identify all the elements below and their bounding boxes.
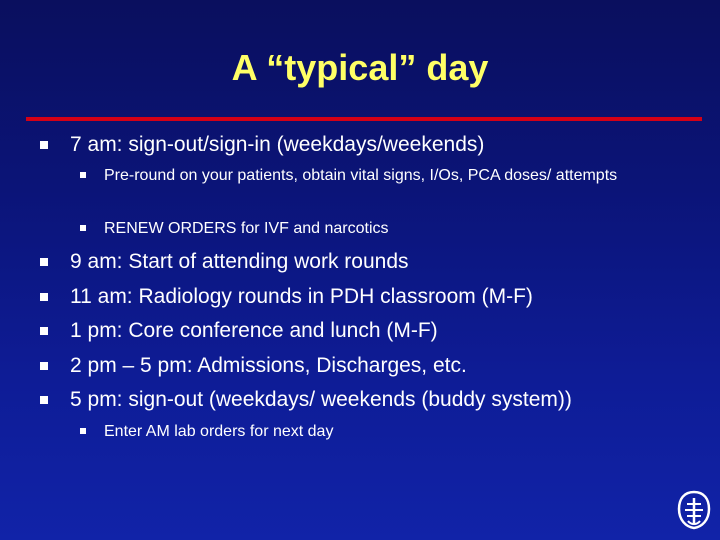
list-item: 7 am: sign-out/sign-in (weekdays/weekends)	[70, 133, 485, 156]
list-item: 2 pm – 5 pm: Admissions, Discharges, etc.	[70, 354, 467, 377]
square-bullet-icon	[40, 293, 48, 301]
list-item: Pre-round on your patients, obtain vital signs, I/Os, PCA doses/ attempts	[104, 167, 618, 184]
square-bullet-icon	[80, 428, 86, 434]
list-item: 1 pm: Core conference and lunch (M-F)	[70, 319, 438, 342]
list-item: 9 am: Start of attending work rounds	[70, 250, 409, 273]
square-bullet-icon	[40, 258, 48, 266]
list-item: 11 am: Radiology rounds in PDH classroom (M-F)	[70, 285, 533, 308]
slide-title: A “typical” day	[231, 47, 489, 88]
institution-logo-icon	[676, 490, 712, 530]
square-bullet-icon	[80, 172, 86, 178]
square-bullet-icon	[40, 396, 48, 404]
list-item: Enter AM lab orders for next day	[104, 423, 334, 440]
square-bullet-icon	[40, 327, 48, 335]
title-divider	[26, 117, 702, 121]
square-bullet-icon	[40, 141, 48, 149]
list-item: 5 pm: sign-out (weekdays/ weekends (buddy system))	[70, 388, 572, 411]
list-item: RENEW ORDERS for IVF and narcotics	[104, 220, 389, 237]
square-bullet-icon	[40, 362, 48, 370]
square-bullet-icon	[80, 225, 86, 231]
